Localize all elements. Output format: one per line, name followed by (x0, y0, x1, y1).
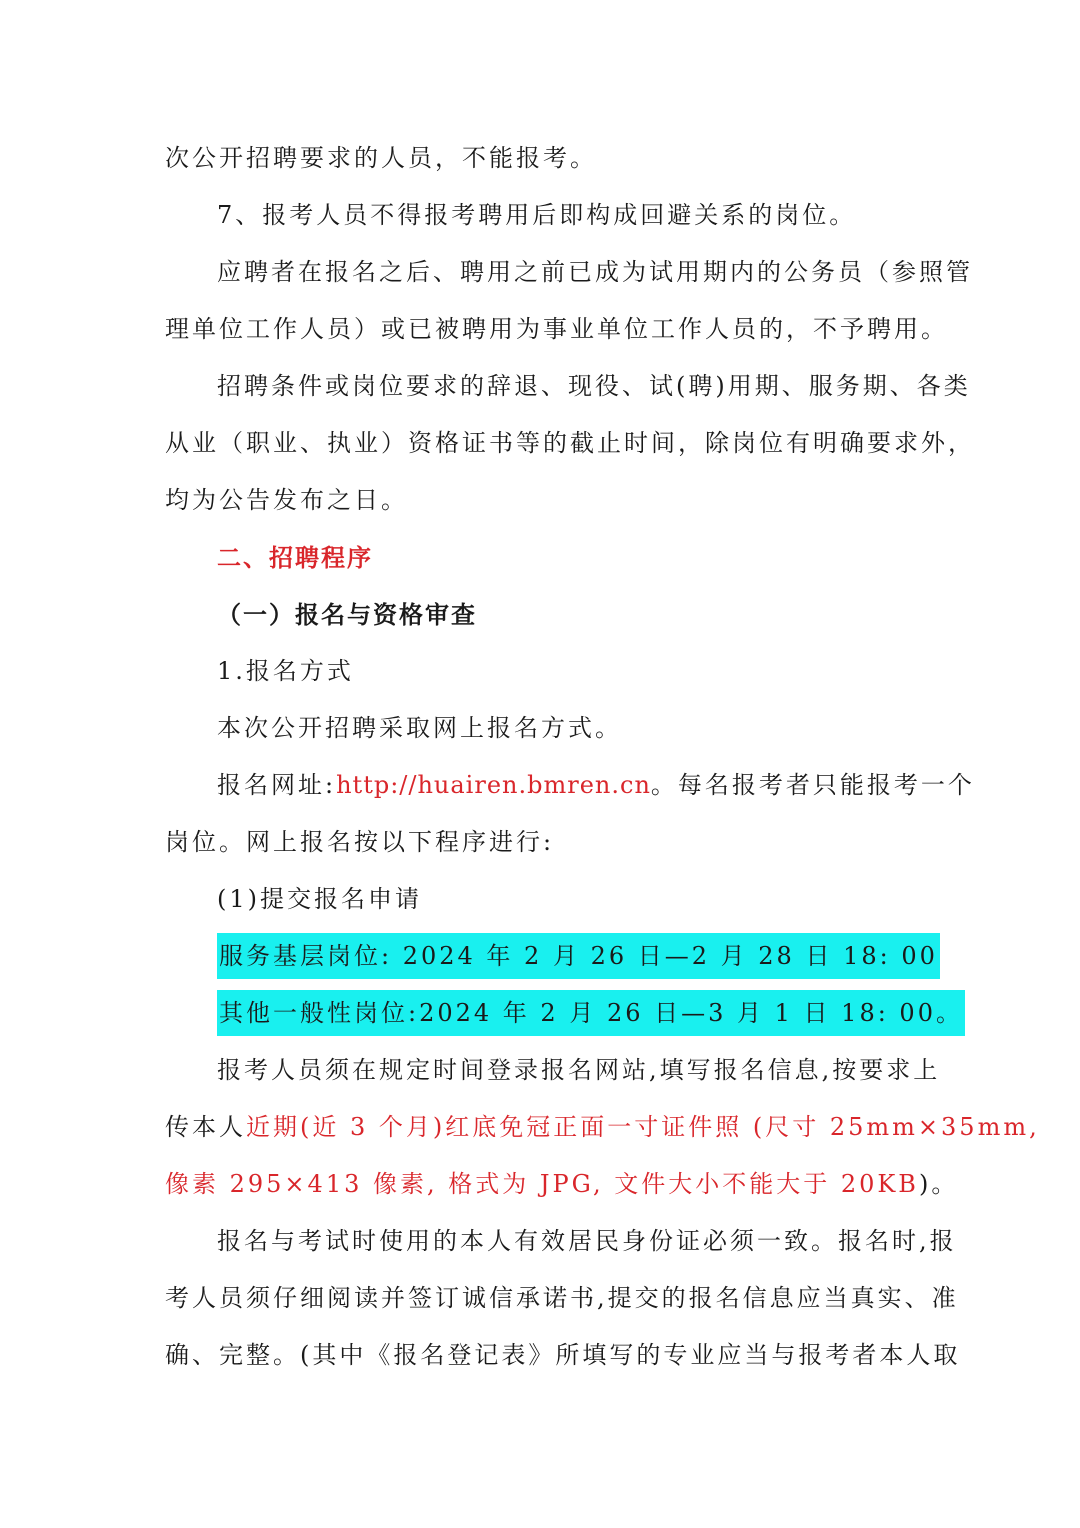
item-heading: 1.报名方式 (217, 657, 354, 685)
document-page (165, 130, 1040, 1384)
paragraph-line (165, 757, 975, 814)
url-suffix: 。每名报考者只能报考一个 (650, 771, 975, 799)
highlighted-date-basic-posts: 服务基层岗位: 2024 年 2 月 26 日—2 月 28 日 18: 00 (217, 933, 940, 979)
highlight-line (165, 985, 963, 1042)
paragraph-line: 理单位工作人员）或已被聘用为事业单位工作人员的，不予聘用。 (165, 315, 948, 343)
paragraph-line (165, 1099, 1040, 1156)
paragraph-line (165, 1156, 959, 1213)
highlight-line (165, 928, 938, 985)
highlighted-date-general-posts: 其他一般性岗位:2024 年 2 月 26 日—3 月 1 日 18: 00。 (217, 990, 965, 1036)
paragraph-line: 7、报考人员不得报考聘用后即构成回避关系的岗位。 (217, 201, 857, 229)
section-heading: 二、招聘程序 (217, 543, 373, 572)
paragraph-line: 招聘条件或岗位要求的辞退、现役、试(聘)用期、服务期、各类 (217, 372, 971, 400)
paragraph-line: 从业（职业、执业）资格证书等的截止时间，除岗位有明确要求外， (165, 429, 975, 457)
step-heading: (1)提交报名申请 (217, 885, 422, 913)
photo-req-prefix: 传本人 (165, 1113, 246, 1141)
paragraph-line: 报考人员须在规定时间登录报名网站,填写报名信息,按要求上 (217, 1056, 941, 1084)
paragraph-line: 本次公开招聘采取网上报名方式。 (217, 714, 622, 742)
paragraph-line: 次公开招聘要求的人员，不能报考。 (165, 144, 597, 172)
paragraph-line: 确、完整。(其中《报名登记表》所填写的专业应当与报考者本人取 (165, 1341, 961, 1369)
paragraph-line: 应聘者在报名之后、聘用之前已成为试用期内的公务员（参照管 (217, 258, 973, 286)
paragraph-line: 考人员须仔细阅读并签订诚信承诺书,提交的报名信息应当真实、准 (165, 1284, 959, 1312)
paragraph-line: 均为公告发布之日。 (165, 486, 408, 514)
photo-requirement-red: 像素 295×413 像素, 格式为 JPG, 文件大小不能大于 20KB (165, 1170, 919, 1198)
photo-requirement-red: 近期(近 3 个月)红底免冠正面一寸证件照 (尺寸 25mm×35mm, (246, 1113, 1040, 1141)
paragraph-line: 岗位。网上报名按以下程序进行: (165, 828, 555, 856)
registration-url-link[interactable]: http://huairen.bmren.cn (336, 771, 651, 799)
paragraph-line: 报名与考试时使用的本人有效居民身份证必须一致。报名时,报 (217, 1227, 957, 1255)
url-prefix: 报名网址: (217, 771, 337, 799)
photo-req-suffix: )。 (918, 1170, 959, 1198)
subsection-heading: （一）报名与资格审查 (217, 600, 477, 629)
